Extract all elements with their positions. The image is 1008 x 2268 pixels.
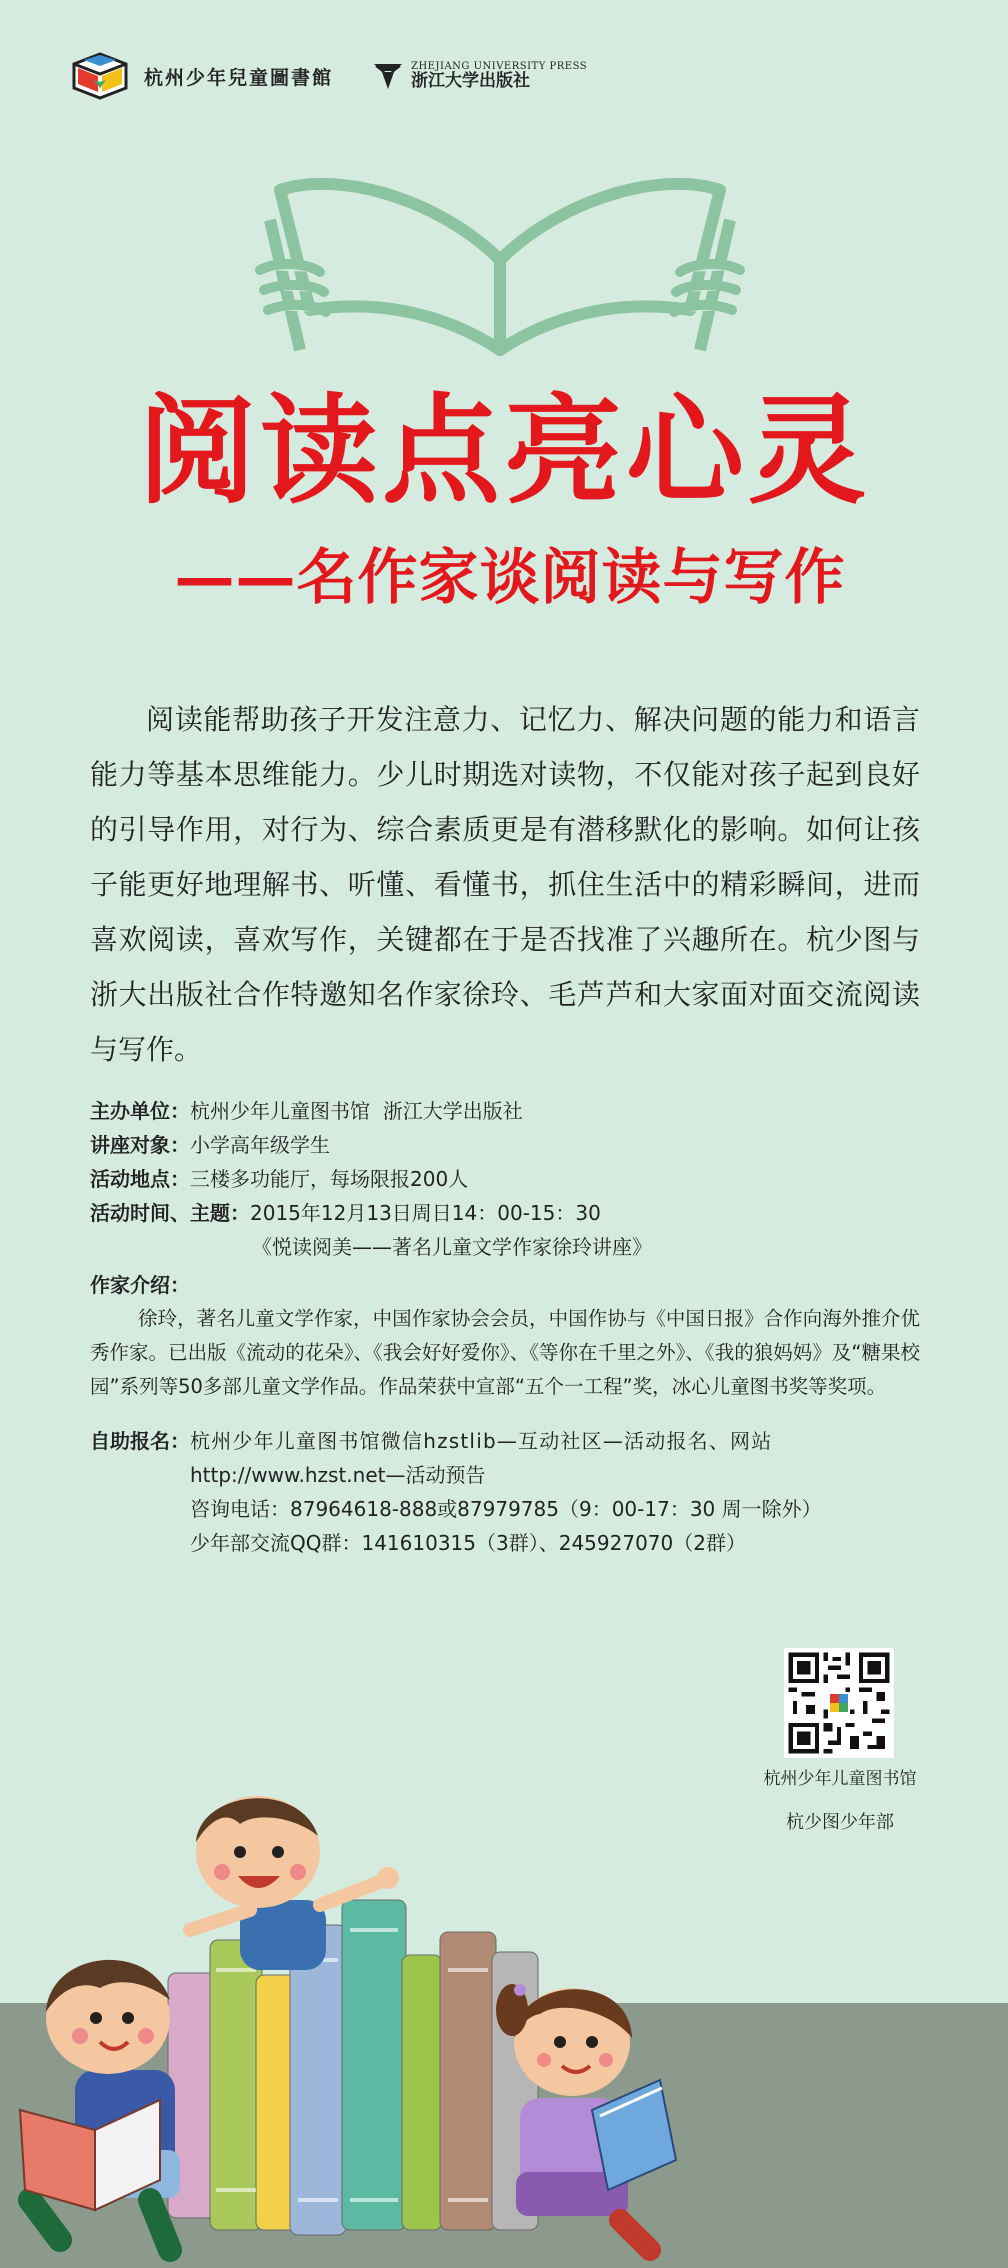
audience-row — [90, 1128, 920, 1162]
phone-info: 咨询电话：87964618-888或87979785（9：00-17：30 周一除外） — [190, 1497, 822, 1521]
venue-value: 三楼多功能厅，每场限报200人 — [190, 1167, 469, 1191]
bio-text: 徐玲，著名儿童文学作家，中国作家协会会员，中国作协与《中国日报》合作向海外推介优秀作家。已出版《流动的花朵》、《我会好好爱你》、《等你在千里之外》、《我的狼妈妈》及“糖果校园”系列等50多部儿童文学作品。作品荣获中宣部“五个一工程”奖，冰心儿童图书奖等奖项。 — [90, 1307, 920, 1398]
organizer-label: 主办单位： — [90, 1099, 190, 1123]
boy-left-character — [20, 1960, 180, 2250]
subtitle: ——名作家谈阅读与写作 — [174, 543, 846, 613]
organizer-value: 杭州少年儿童图书馆 浙江大学出版社 — [190, 1099, 523, 1123]
signup-block — [90, 1424, 920, 1560]
press-name-cn: 浙江大学出版社 — [411, 71, 531, 92]
press-logo[interactable] — [373, 61, 587, 91]
event-info — [90, 1094, 920, 1560]
qr-code[interactable] — [784, 1648, 894, 1758]
main-title: 阅读点亮心灵 — [137, 382, 870, 520]
library-emblem-icon — [70, 52, 130, 100]
girl-right-character — [496, 1984, 676, 2250]
signup-label: 自助报名： — [90, 1429, 190, 1453]
signup-line1: 杭州少年儿童图书馆微信hzstlib—互动社区—活动报名、网站 — [190, 1429, 773, 1453]
press-emblem-icon — [373, 61, 403, 91]
kids-reading-illustration — [0, 1780, 700, 2268]
time-row — [90, 1196, 920, 1230]
audience-label: 讲座对象： — [90, 1133, 190, 1157]
signup-website[interactable]: http://www.hzst.net—活动预告 — [190, 1463, 486, 1487]
press-name-en: ZHEJIANG UNIVERSITY PRESS — [411, 61, 588, 73]
organizer-row — [90, 1094, 920, 1128]
library-logo-text: 杭州少年兒童圖書館 — [144, 66, 334, 89]
time-label: 活动时间、主题： — [90, 1201, 250, 1225]
open-book-graphic — [240, 160, 760, 390]
department-name: 杭少图少年部 — [786, 1812, 894, 1833]
header-logos — [70, 52, 587, 100]
venue-label: 活动地点： — [90, 1167, 190, 1191]
bio-label: 作家介绍： — [90, 1273, 190, 1297]
library-logo[interactable] — [70, 52, 333, 100]
book-spines — [168, 1900, 538, 2235]
audience-value: 小学高年级学生 — [190, 1133, 330, 1157]
intro-paragraph: 阅读能帮助孩子开发注意力、记忆力、解决问题的能力和语言能力等基本思维能力。少儿时期选对读物，不仅能对孩子起到良好的引导作用，对行为、综合素质更是有潜移默化的影响。如何让孩子能更好地理解书、听懂、看懂书，抓住生活中的精彩瞬间，进而喜欢阅读，喜欢写作，关键都在于是否找准了兴趣所在。杭少图与浙大出版社合作特邀知名作家徐玲、毛芦芦和大家面对面交流阅读与写作。 — [90, 703, 920, 1066]
theme-value: 《悦读阅美——著名儿童文学作家徐玲讲座》 — [252, 1235, 652, 1259]
time-value: 2015年12月13日周日14：00-15：30 — [250, 1201, 601, 1225]
qr-caption: 杭州少年儿童图书馆 — [763, 1769, 917, 1789]
venue-row — [90, 1162, 920, 1196]
qq-info: 少年部交流QQ群：141610315（3群）、245927070（2群） — [190, 1531, 746, 1555]
